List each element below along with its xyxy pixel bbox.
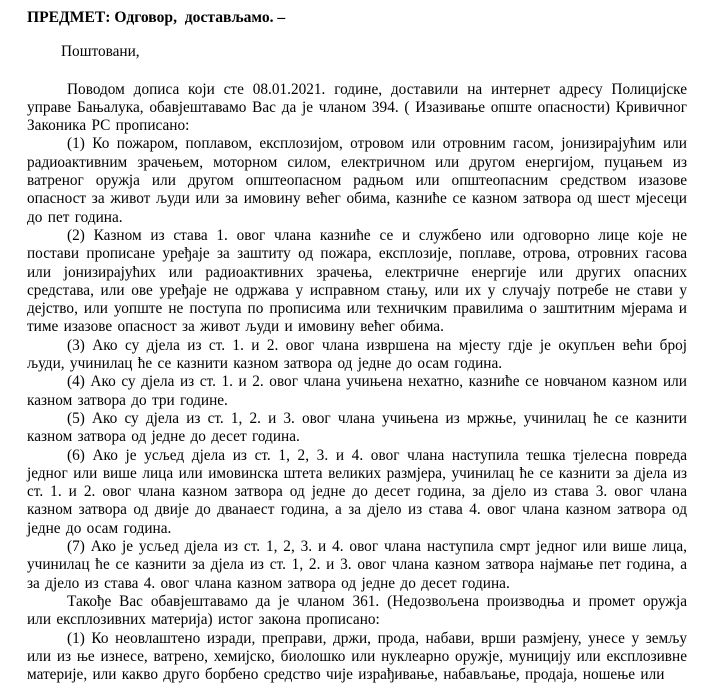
- paragraph-394-item-2: (2) Казном из става 1. овог члана казниће се и службено или одговорно лице које не постави прописане уређаје за заштиту од пожара, експлозије, поплаве, отрова, отровних гасова или јонизирајућих или радиоактивних зрачења, електричне енергије или других опасних средстава, или ове уређаје не одржава у исправном стању, или их у случају потребе не стави у дејство, или уопште не поступа по прописима или техничким правилима о заштитним мјерама и тиме изазове опасност за живот људи и имовину већег обима.: [27, 226, 687, 336]
- paragraph-394-item-7: (7) Ако је усљед дјела из ст. 1, 2, 3. и 4. овог члана наступила смрт једног или више лица, учинилац ће се казнити за дјела из ст. 1, 2. и 3. овог члана казном затвора најмање пет година, а за дјело из става 4. овог члана казном затвора од једне до десет година.: [27, 538, 687, 592]
- salutation: Поштовани,: [61, 43, 140, 61]
- paragraph-394-item-1: (1) Ко пожаром, поплавом, експлозијом, отровом или отровним гасом, јонизирајућим или радиоактивним зрачењем, моторном силом, електричном или другом енергијом, пуцањем из ватреног оружја или другом општеопасном радњом или општеопасним средством изазове опасност за живот људи или за имовину већег обима, казниће се казном затвора од шест мјесеци до пет година.: [27, 135, 687, 226]
- paragraph-394-item-3: (3) Ако су дјела из ст. 1. и 2. овог члана извршена на мјесту гдје је окупљен већи број људи, учинилац ће се казнити казном затвора од једне до осам година.: [27, 336, 687, 373]
- paragraph-394-item-5: (5) Ако су дјела из ст. 1, 2. и 3. овог члана учињена из мржње, учинилац ће се казнити казном затвора од једне до десет година.: [27, 409, 687, 446]
- paragraph-intro-article-394: Поводом дописа који сте 08.01.2021. године, доставили на интернет адресу Полицијске управе Бањалука, обавјештавамо Вас да је чланом 394. ( Изазивање опште опасности) Кривичног Законика РС прописано:: [27, 80, 687, 135]
- paragraph-intro-article-361: Такође Вас обавјештавамо да је чланом 361. (Недозвољена производња и промет оружја или експлозивних материја) истог закона прописано:: [27, 592, 687, 629]
- paragraph-394-item-6: (6) Ако је усљед дјела из ст. 1, 2, 3. и 4. овог члана наступила тешка тјелесна повреда једног или више лица или имовинска штета великих размјера, учинилац ће се казнити за дјела из ст. 1. и 2. овог члана казном затвора од једне до десет година, за дјело из става 3. овог члана казном затвора од двије до дванаест година, а за дјело из става 4. овог члана казном затвора од једне до осам година.: [27, 446, 687, 537]
- subject-line: ПРЕДМЕТ: Одговор, достављамо. –: [27, 9, 286, 26]
- paragraph-394-item-4: (4) Ако су дјела из ст. 1. и 2. овог члана учињена нехатно, казниће се новчаном казном или казном затвора до три године.: [27, 373, 687, 409]
- paragraph-361-item-1: (1) Ко неовлаштено изради, преправи, држи, прода, набави, врши размјену, унесе у земљу или из ње изнесе, ватрено, хемијско, биолошко или нуклеарно оружје, муницију или експлозивне материје, или какво друго борбено средство чије израђивање, набављање, продаја, ношење или: [27, 629, 687, 684]
